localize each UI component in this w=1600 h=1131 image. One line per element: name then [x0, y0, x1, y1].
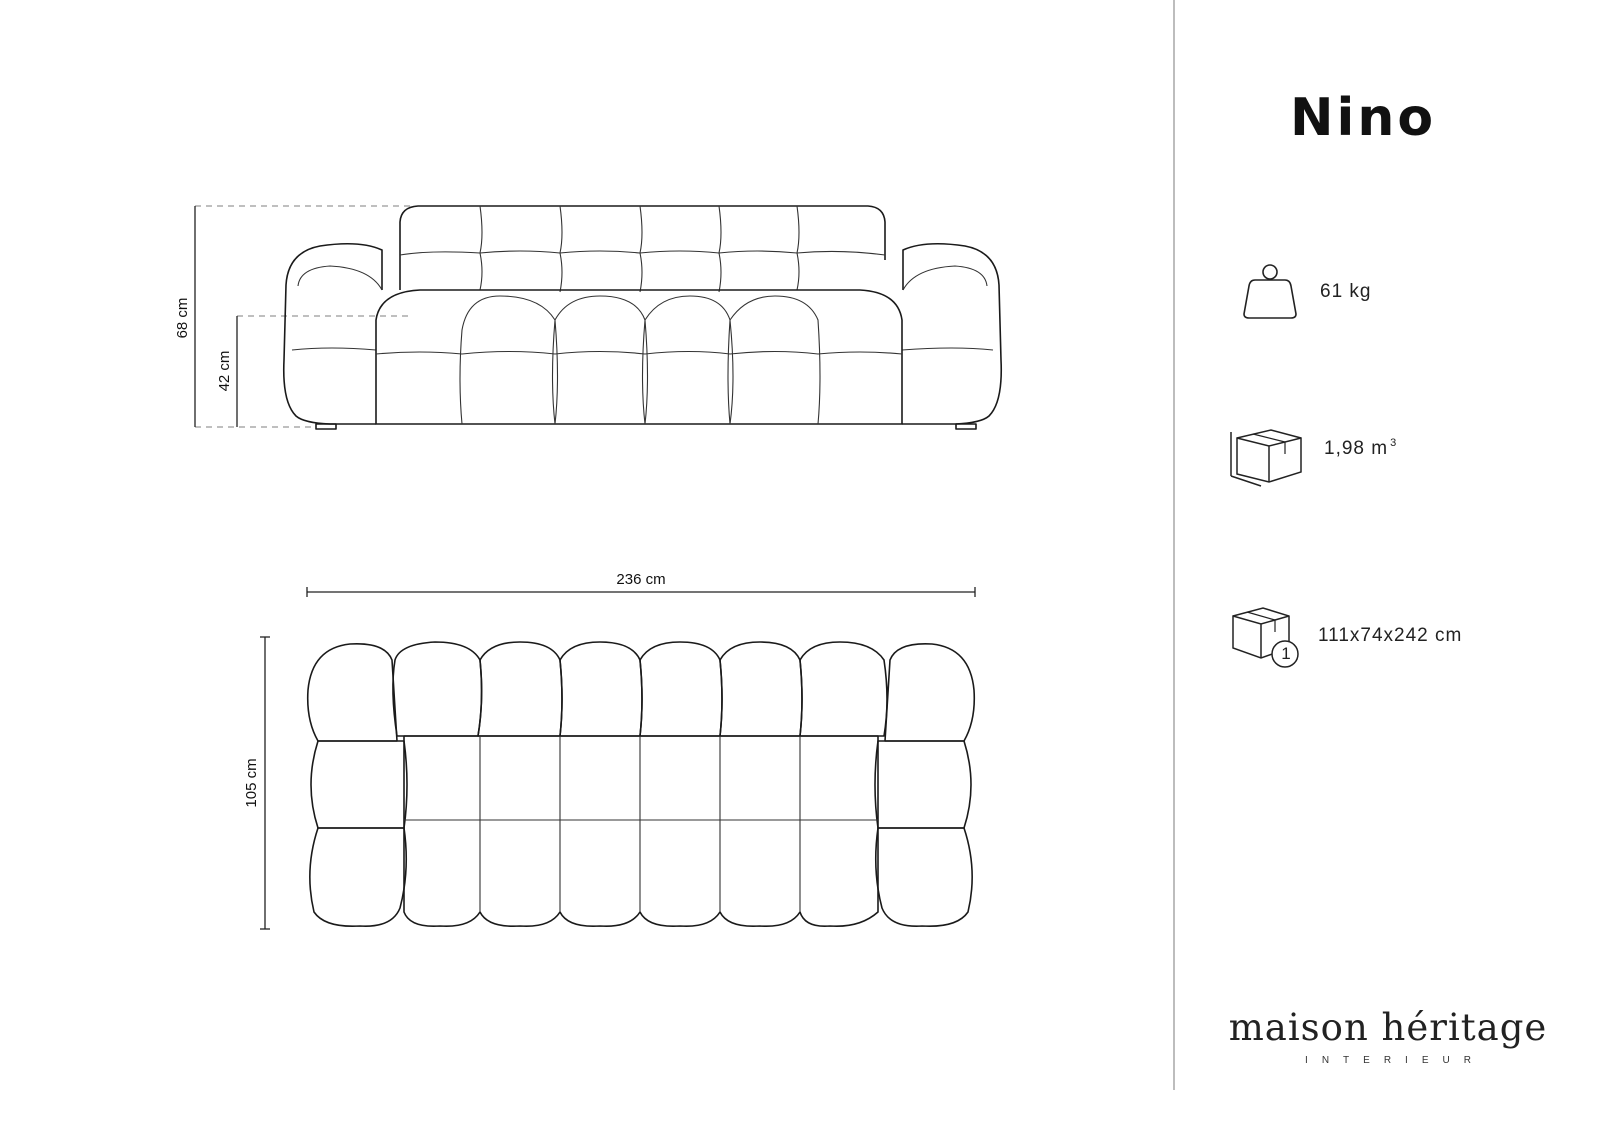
seat-height-label: 42 cm: [216, 350, 233, 392]
volume-box-icon: [1225, 418, 1305, 488]
height-total-label: 68 cm: [174, 297, 191, 339]
weight-value: 61 kg: [1320, 281, 1372, 302]
brand-logo: [1228, 1006, 1548, 1066]
volume-number: 1,98 m: [1324, 438, 1389, 459]
width-label: 236 cm: [616, 571, 666, 588]
vertical-divider: [1173, 0, 1175, 1090]
brand-name: maison héritage: [1228, 1006, 1548, 1049]
volume-value: [1324, 437, 1397, 460]
depth-label: 105 cm: [243, 758, 260, 808]
weight-icon: [1240, 262, 1300, 322]
brand-tagline: INTERIEUR: [1305, 1055, 1485, 1066]
product-title: Nino: [1290, 88, 1437, 148]
package-dimensions-value: 111x74x242 cm: [1318, 625, 1463, 646]
package-count-badge: 1: [1281, 644, 1291, 663]
top-view: [260, 587, 975, 929]
front-view: [195, 206, 1001, 429]
volume-superscript: 3: [1390, 437, 1398, 449]
